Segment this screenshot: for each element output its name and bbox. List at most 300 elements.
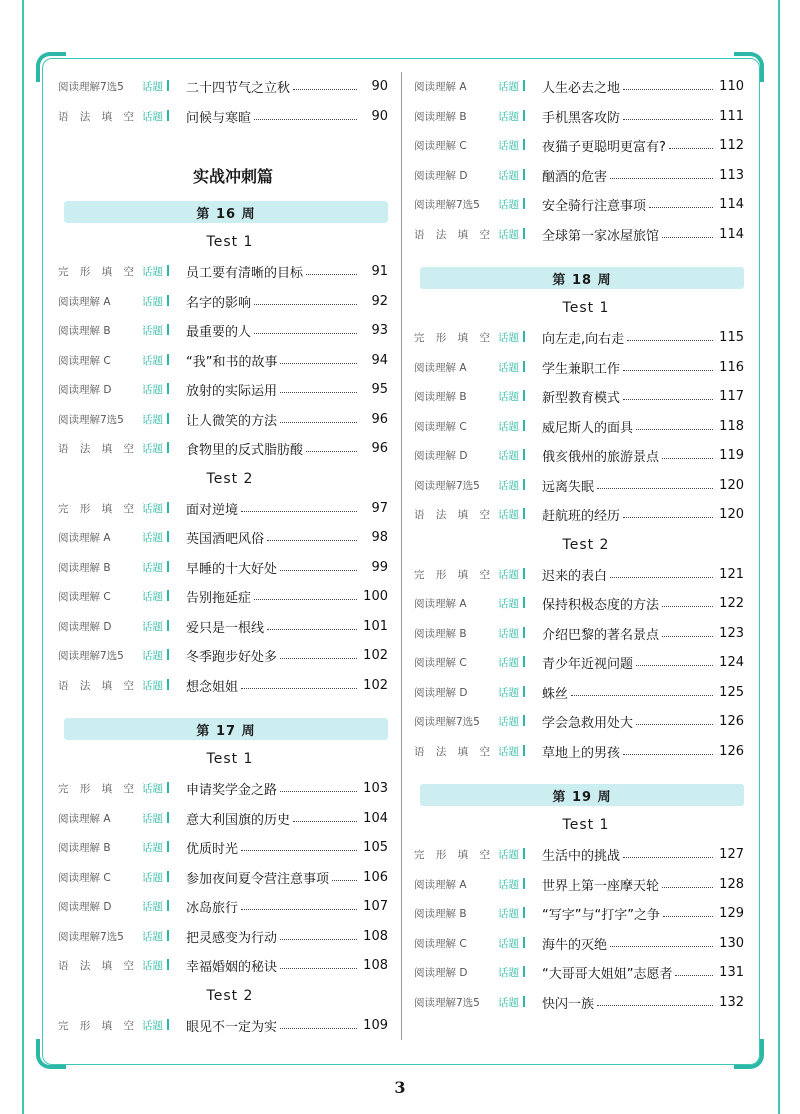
dot-leader [597, 1005, 713, 1006]
entry-category: 语 法 填 空 [414, 228, 495, 241]
toc-entry[interactable] [414, 589, 744, 619]
dot-leader [241, 909, 357, 910]
tag-separator [167, 80, 169, 91]
tag-separator [523, 228, 525, 239]
entry-category: 完 形 填 空 [414, 849, 495, 862]
entry-category: 阅读理解7选5 [414, 716, 480, 729]
entry-page-number: 108 [363, 928, 388, 944]
topic-tag [498, 419, 542, 434]
entry-title: 全球第一家冰屋旅馆 [542, 228, 660, 244]
dot-leader [675, 975, 713, 976]
topic-tag [498, 138, 542, 153]
entry-page-number: 125 [719, 684, 744, 700]
toc-entry[interactable] [58, 863, 388, 893]
entry-title: 食物里的反式脂肪酸 [186, 443, 304, 459]
toc-entry[interactable] [414, 929, 744, 959]
topic-tag-label: 话题 [142, 1019, 163, 1032]
entry-category: 阅读理解 A [58, 532, 111, 545]
toc-entry[interactable] [58, 892, 388, 922]
topic-tag-label: 话题 [142, 930, 163, 943]
entry-category: 完 形 填 空 [414, 332, 495, 345]
toc-entry[interactable] [58, 72, 388, 102]
entry-category: 阅读理解7选5 [58, 413, 124, 426]
tag-separator [167, 295, 169, 306]
toc-entry[interactable] [58, 671, 388, 701]
topic-tag-label: 话题 [498, 849, 519, 862]
dot-leader [280, 939, 357, 940]
toc-entry[interactable] [58, 922, 388, 952]
topic-tag-label: 话题 [498, 568, 519, 581]
toc-entry[interactable] [58, 804, 388, 834]
entry-category: 阅读理解 C [58, 591, 111, 604]
entry-page-number: 91 [371, 264, 388, 280]
topic-tag [142, 353, 186, 368]
topic-tag [498, 906, 542, 921]
topic-tag-label: 话题 [498, 450, 519, 463]
tag-separator [167, 871, 169, 882]
dot-leader [623, 119, 713, 120]
dot-leader [254, 304, 357, 305]
dot-leader [662, 237, 713, 238]
tag-separator [167, 354, 169, 365]
dot-leader [610, 178, 713, 179]
entry-title: 学会急救用处大 [542, 716, 634, 732]
topic-tag [498, 714, 542, 729]
dot-leader [254, 599, 357, 600]
dot-leader [649, 207, 713, 208]
entry-category: 语 法 填 空 [58, 679, 139, 692]
entry-title: “大哥哥大姐姐”志愿者 [542, 967, 673, 983]
entry-category: 阅读理解 C [414, 937, 467, 950]
tag-separator [523, 479, 525, 490]
entry-page-number: 116 [719, 359, 744, 375]
dot-leader [623, 517, 713, 518]
tag-separator [167, 679, 169, 690]
toc-entry[interactable] [414, 678, 744, 708]
tag-separator [167, 649, 169, 660]
toc-entry[interactable] [58, 316, 388, 346]
week-header: 第 18 周 [420, 267, 744, 289]
entry-page-number: 93 [371, 323, 388, 339]
entry-page-number: 106 [363, 869, 388, 885]
toc-entry[interactable] [58, 346, 388, 376]
dot-leader [241, 688, 357, 689]
entry-page-number: 94 [371, 352, 388, 368]
toc-entry[interactable] [414, 648, 744, 678]
tag-separator [523, 169, 525, 180]
right-column [414, 72, 744, 1017]
page-number: 3 [394, 1078, 406, 1097]
entry-title: 远离失眠 [542, 479, 595, 495]
topic-tag-label: 话题 [142, 591, 163, 604]
entry-title: 蛛丝 [542, 686, 569, 702]
dot-leader [627, 340, 713, 341]
entry-page-number: 112 [719, 138, 744, 154]
entry-category: 阅读理解7选5 [414, 199, 480, 212]
tag-separator [167, 413, 169, 424]
entry-page-number: 127 [719, 847, 744, 863]
entry-category: 语 法 填 空 [414, 509, 495, 522]
entry-title: 把灵感变为行动 [186, 930, 278, 946]
tag-separator [167, 442, 169, 453]
toc-entry[interactable] [414, 72, 744, 102]
tag-separator [523, 198, 525, 209]
entry-title: 草地上的男孩 [542, 745, 621, 761]
entry-title: 优质时光 [186, 842, 239, 858]
tag-separator [523, 508, 525, 519]
entry-title: 申请奖学金之路 [186, 783, 278, 799]
toc-entry[interactable] [414, 441, 744, 471]
topic-tag [498, 360, 542, 375]
toc-entry[interactable] [414, 220, 744, 250]
toc-entry[interactable] [414, 161, 744, 191]
toc-entry[interactable] [414, 412, 744, 442]
dot-leader [306, 451, 357, 452]
dot-leader [241, 850, 357, 851]
entry-page-number: 103 [363, 781, 388, 797]
topic-tag-label: 话题 [142, 81, 163, 94]
toc-group [414, 323, 744, 530]
test-heading: Test 2 [562, 536, 610, 553]
tag-separator [523, 848, 525, 859]
dot-leader [636, 665, 713, 666]
topic-tag-label: 话题 [498, 598, 519, 611]
entry-title: 向左走,向右走 [542, 332, 625, 348]
topic-tag [498, 330, 542, 345]
topic-tag-label: 话题 [142, 842, 163, 855]
entry-category: 阅读理解 D [414, 450, 468, 463]
topic-tag [498, 478, 542, 493]
topic-tag-label: 话题 [142, 561, 163, 574]
tag-separator [523, 597, 525, 608]
topic-tag-label: 话题 [498, 716, 519, 729]
tag-separator [167, 900, 169, 911]
topic-tag-label: 话题 [498, 479, 519, 492]
entry-page-number: 95 [371, 382, 388, 398]
dot-leader [267, 540, 357, 541]
entry-title: 面对逆境 [186, 502, 239, 518]
entry-title: 夜猫子更聪明更富有? [542, 140, 666, 156]
dot-leader [662, 458, 713, 459]
dot-leader [662, 606, 713, 607]
dot-leader [636, 429, 713, 430]
topic-tag [142, 441, 186, 456]
entry-title: 世界上第一座摩天轮 [542, 878, 660, 894]
topic-tag-label: 话题 [498, 81, 519, 94]
topic-tag [142, 501, 186, 516]
topic-tag-label: 话题 [498, 996, 519, 1009]
entry-category: 阅读理解7选5 [414, 479, 480, 492]
entry-category: 阅读理解 D [414, 686, 468, 699]
entry-category: 阅读理解 B [58, 842, 111, 855]
toc-entry[interactable] [414, 870, 744, 900]
entry-title: 冰岛旅行 [186, 901, 239, 917]
tag-separator [523, 390, 525, 401]
toc-entry[interactable] [58, 494, 388, 524]
entry-page-number: 121 [719, 566, 744, 582]
topic-tag-label: 话题 [498, 967, 519, 980]
dot-leader [623, 370, 713, 371]
topic-tag [142, 79, 186, 94]
entry-page-number: 131 [719, 965, 744, 981]
entry-title: 人生必去之地 [542, 81, 621, 97]
toc-entry[interactable] [414, 737, 744, 767]
tag-separator [167, 812, 169, 823]
entry-title: 学生兼职工作 [542, 361, 621, 377]
toc-entry[interactable] [58, 612, 388, 642]
toc-entry[interactable] [58, 553, 388, 583]
entry-category: 阅读理解 B [414, 110, 467, 123]
topic-tag-label: 话题 [498, 686, 519, 699]
entry-category: 阅读理解 A [414, 598, 467, 611]
toc-entry[interactable] [414, 500, 744, 530]
topic-tag-label: 话题 [498, 657, 519, 670]
toc-entry[interactable] [414, 988, 744, 1018]
toc-entry[interactable] [414, 707, 744, 737]
toc-entry[interactable] [58, 951, 388, 981]
entry-page-number: 115 [719, 330, 744, 346]
entry-category: 阅读理解 A [414, 81, 467, 94]
entry-page-number: 130 [719, 935, 744, 951]
entry-title: 生活中的挑战 [542, 849, 621, 865]
toc-entry[interactable] [414, 471, 744, 501]
toc-entry[interactable] [414, 840, 744, 870]
topic-tag-label: 话题 [142, 620, 163, 633]
entry-category: 完 形 填 空 [58, 1019, 139, 1032]
toc-entry[interactable] [58, 257, 388, 287]
left-column [58, 72, 388, 1040]
dot-leader [623, 399, 713, 400]
topic-tag [498, 744, 542, 759]
entry-category: 完 形 填 空 [414, 568, 495, 581]
topic-tag-label: 话题 [498, 361, 519, 374]
tag-separator [167, 110, 169, 121]
topic-tag [142, 589, 186, 604]
tag-separator [523, 361, 525, 372]
dot-leader [610, 577, 713, 578]
topic-tag-label: 话题 [142, 325, 163, 338]
entry-title: 酗酒的危害 [542, 169, 608, 185]
topic-tag [142, 323, 186, 338]
toc-entry[interactable] [414, 353, 744, 383]
entry-title: 意大利国旗的历史 [186, 812, 291, 828]
topic-tag-label: 话题 [142, 901, 163, 914]
topic-tag [498, 965, 542, 980]
tag-separator [167, 959, 169, 970]
topic-tag [498, 389, 542, 404]
topic-tag [498, 847, 542, 862]
tag-separator [167, 930, 169, 941]
entry-page-number: 124 [719, 655, 744, 671]
entry-title: 冬季跑步好处多 [186, 650, 278, 666]
dot-leader [662, 887, 713, 888]
dot-leader [623, 754, 713, 755]
dot-leader [280, 658, 357, 659]
tag-separator [167, 531, 169, 542]
dot-leader [241, 511, 357, 512]
toc-entry[interactable] [58, 375, 388, 405]
toc-entry[interactable] [414, 190, 744, 220]
entry-title: 问候与寒暄 [186, 110, 252, 126]
topic-tag-label: 话题 [498, 169, 519, 182]
toc-entry[interactable] [414, 560, 744, 590]
topic-tag [142, 899, 186, 914]
topic-tag [498, 936, 542, 951]
topic-tag [142, 958, 186, 973]
entry-title: 青少年近视问题 [542, 657, 634, 673]
entry-page-number: 126 [719, 714, 744, 730]
toc-entry[interactable] [58, 641, 388, 671]
tag-separator [167, 502, 169, 513]
tag-separator [523, 686, 525, 697]
tag-separator [523, 878, 525, 889]
topic-tag [142, 781, 186, 796]
entry-title: 保持积极态度的方法 [542, 598, 660, 614]
entry-category: 阅读理解 B [414, 908, 467, 921]
entry-category: 语 法 填 空 [414, 745, 495, 758]
entry-category: 阅读理解 C [58, 354, 111, 367]
topic-tag-label: 话题 [142, 679, 163, 692]
toc-entry[interactable] [58, 405, 388, 435]
corner-ornament [734, 1039, 764, 1069]
entry-page-number: 101 [363, 618, 388, 634]
topic-tag-label: 话题 [142, 295, 163, 308]
entry-category: 语 法 填 空 [58, 110, 139, 123]
toc-entry[interactable] [58, 102, 388, 132]
dot-leader [636, 724, 713, 725]
entry-page-number: 92 [371, 293, 388, 309]
entry-title: 英国酒吧风俗 [186, 532, 265, 548]
toc-entry[interactable] [414, 619, 744, 649]
entry-title: 让人微笑的方法 [186, 413, 278, 429]
topic-tag [498, 507, 542, 522]
entry-title: 手机黑客攻防 [542, 110, 621, 126]
entry-page-number: 111 [719, 108, 744, 124]
tag-separator [167, 1019, 169, 1030]
topic-tag [142, 294, 186, 309]
topic-tag-label: 话题 [498, 140, 519, 153]
topic-tag [142, 870, 186, 885]
test-heading: Test 1 [206, 751, 254, 767]
tag-separator [523, 907, 525, 918]
entry-category: 阅读理解 C [58, 871, 111, 884]
entry-page-number: 99 [371, 559, 388, 575]
entry-category: 阅读理解 C [414, 420, 467, 433]
tag-separator [523, 627, 525, 638]
dot-leader [623, 89, 713, 90]
dot-leader [623, 857, 713, 858]
entry-title: 二十四节气之立秋 [186, 81, 291, 97]
dot-leader [280, 570, 357, 571]
week-header: 第 17 周 [64, 718, 388, 740]
toc-entry[interactable] [58, 523, 388, 553]
toc-entry[interactable] [414, 899, 744, 929]
toc-entry[interactable] [414, 102, 744, 132]
entry-page-number: 132 [719, 994, 744, 1010]
entry-category: 阅读理解7选5 [58, 81, 124, 94]
tag-separator [167, 782, 169, 793]
dot-leader [267, 629, 357, 630]
topic-tag-label: 话题 [498, 509, 519, 522]
tag-separator [167, 324, 169, 335]
tag-separator [523, 715, 525, 726]
toc-entry[interactable] [58, 774, 388, 804]
entry-title: 最重要的人 [186, 325, 252, 341]
entry-title: 威尼斯人的面具 [542, 420, 634, 436]
topic-tag [142, 560, 186, 575]
tag-separator [167, 561, 169, 572]
dot-leader [332, 880, 357, 881]
tag-separator [167, 383, 169, 394]
entry-title: 早睡的十大好处 [186, 561, 278, 577]
tag-separator [523, 937, 525, 948]
entry-title: 参加夜间夏令营注意事项 [186, 871, 330, 887]
toc-entry[interactable] [58, 582, 388, 612]
entry-category: 阅读理解 A [414, 878, 467, 891]
entry-page-number: 126 [719, 743, 744, 759]
entry-page-number: 105 [363, 840, 388, 856]
entry-category: 阅读理解 D [58, 620, 112, 633]
tag-separator [523, 568, 525, 579]
dot-leader [610, 946, 713, 947]
entry-title: 想念姐姐 [186, 679, 239, 695]
toc-entry[interactable] [58, 434, 388, 464]
topic-tag-label: 话题 [498, 937, 519, 950]
topic-tag-label: 话题 [142, 443, 163, 456]
topic-tag [142, 412, 186, 427]
dot-leader [280, 392, 357, 393]
topic-tag-label: 话题 [498, 420, 519, 433]
toc-entry[interactable] [414, 382, 744, 412]
test-heading: Test 2 [206, 470, 254, 487]
entry-page-number: 129 [719, 906, 744, 922]
tag-separator [523, 110, 525, 121]
dot-leader [280, 791, 357, 792]
entry-category: 阅读理解 C [414, 140, 467, 153]
topic-tag-label: 话题 [498, 908, 519, 921]
entry-category: 阅读理解 B [58, 561, 111, 574]
entry-page-number: 96 [371, 411, 388, 427]
topic-tag [498, 995, 542, 1010]
topic-tag [498, 655, 542, 670]
toc-entry[interactable] [58, 287, 388, 317]
entry-page-number: 109 [363, 1017, 388, 1033]
entry-title: “我”和书的故事 [186, 354, 278, 370]
toc-entry[interactable] [58, 833, 388, 863]
toc-entry[interactable] [414, 958, 744, 988]
tag-separator [523, 139, 525, 150]
dot-leader [662, 636, 713, 637]
tag-separator [523, 80, 525, 91]
topic-tag [142, 648, 186, 663]
entry-category: 阅读理解 B [414, 391, 467, 404]
entry-page-number: 90 [371, 79, 388, 95]
topic-tag-label: 话题 [498, 332, 519, 345]
toc-entry[interactable] [414, 131, 744, 161]
entry-category: 阅读理解7选5 [58, 650, 124, 663]
tag-separator [523, 996, 525, 1007]
topic-tag-label: 话题 [142, 266, 163, 279]
topic-tag-label: 话题 [498, 627, 519, 640]
toc-entry[interactable] [414, 323, 744, 353]
topic-tag [498, 626, 542, 641]
topic-tag-label: 话题 [142, 110, 163, 123]
entry-title: 迟来的表白 [542, 568, 608, 584]
toc-entry[interactable] [58, 1011, 388, 1041]
entry-page-number: 122 [719, 596, 744, 612]
entry-page-number: 96 [371, 441, 388, 457]
entry-category: 语 法 填 空 [58, 960, 139, 973]
